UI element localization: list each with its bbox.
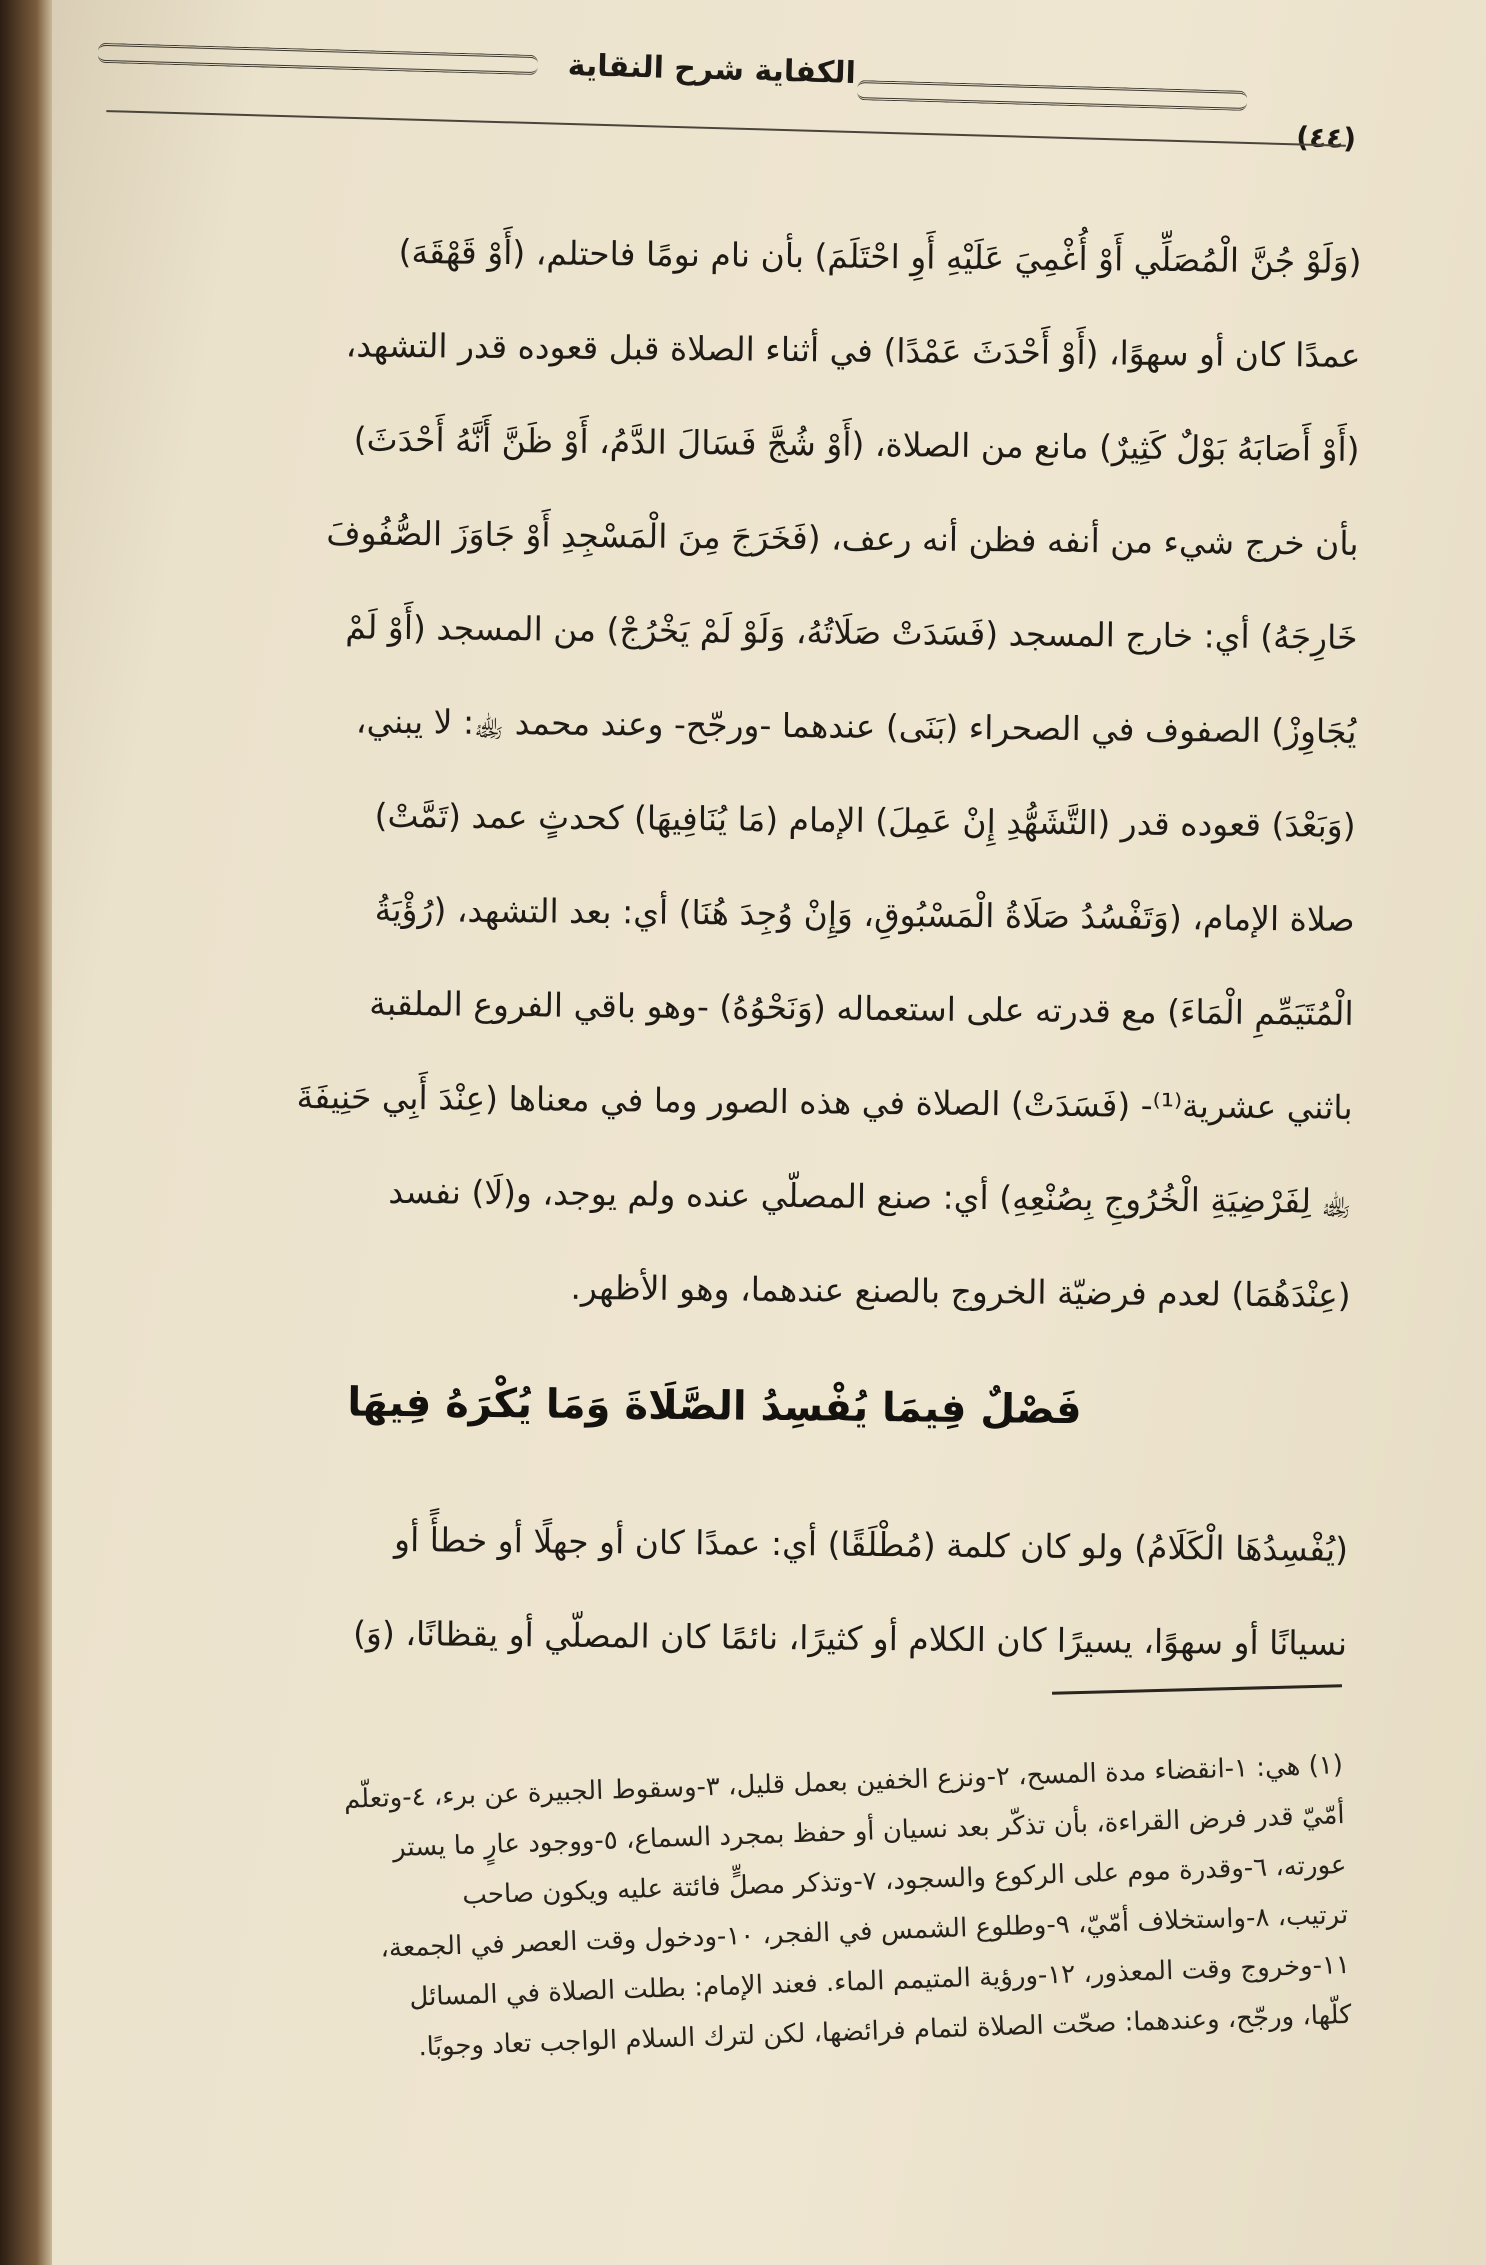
text-line: يُجَاوِزْ) الصفوف في الصحراء (بَنَى) عندهما -ورجّح- وعند محمد ﵀: لا يبني،	[355, 701, 1357, 751]
header-rule	[106, 110, 1346, 147]
text-line: نسيانًا أو سهوًا، يسيرًا كان الكلام أو كثيرًا، نائمًا كان المصلّي أو يقظانًا، (وَ)	[352, 1613, 1348, 1663]
footnote-line: كلّها، ورجّح، وعندهما: صحّت الصلاة لتمام فرائضها، لكن لترك السلام الواجب تعاد وجوبًا.	[417, 1999, 1353, 2063]
text-line: (وَلَوْ جُنَّ الْمُصَلِّي أَوْ أُغْمِيَ عَلَيْهِ أَوِ احْتَلَمَ) بأن نام نومًا فاحتلم، (أَوْ قَهْقَهَ)	[398, 231, 1362, 281]
footnote-line: ١١-وخروج وقت المعذور، ١٢-ورؤية المتيمم الماء. فعند الإمام: بطلت الصلاة في المسائل	[408, 1949, 1351, 2013]
page-number: (٤٤)	[1295, 120, 1357, 155]
text-line: (عِنْدَهُمَا) لعدم فرضيّة الخروج بالصنع عندهما، وهو الأظهر.	[570, 1267, 1351, 1315]
text-line: (وَبَعْدَ) قعوده قدر (التَّشَهُّدِ إِنْ عَمِلَ) الإمام (مَا يُنَافِيهَا) كحدثٍ عمد (تَمَّتْ)	[374, 795, 1356, 845]
book-title: الكفاية شرح النقاية	[567, 47, 857, 91]
section-heading: فَصْلٌ فِيمَا يُفْسِدُ الصَّلَاةَ وَمَا يُكْرَهُ فِيهَا	[347, 1379, 1082, 1434]
footnote-line: أمّيّ قدر فرض القراءة، بأن تذكّر بعد نسيان أو حفظ بمجرد السماع، ٥-ووجود عارٍ ما يستر	[392, 1799, 1346, 1864]
book-binding-edge	[0, 0, 52, 2265]
text-line: (أَوْ أَصَابَهُ بَوْلٌ كَثِيرٌ) مانع من الصلاة، (أَوْ شُجَّ فَسَالَ الدَّمُ، أَوْ ظَنَّ أَنَّهُ أَحْدَثَ)	[353, 419, 1360, 469]
header-ornament-right	[857, 80, 1247, 111]
footnote-line: (١) هي: ١-انقضاء مدة المسح، ٢-ونزع الخفين بعمل قليل، ٣-وسقوط الجبيرة عن برء، ٤-وتعلّم	[343, 1749, 1344, 1815]
footnote-line: عورته، ٦-وقدرة موم على الركوع والسجود، ٧-وتذكر مصلٍّ فائتة عليه ويكون صاحب	[461, 1849, 1347, 1911]
text-line: ﵀ لِفَرْضِيَةِ الْخُرُوجِ بِصُنْعِهِ) أي: صنع المصلّي عنده ولم يوجد، و(لَا) نفسد	[388, 1171, 1352, 1221]
header-ornament-left	[98, 43, 538, 75]
text-line: باثني عشرية⁽¹⁾- (فَسَدَتْ) الصلاة في هذه الصور وما في معناها (عِنْدَ أَبِي حَنِيفَةَ	[296, 1076, 1353, 1127]
main-text	[77, 202, 1362, 1691]
text-line: صلاة الإمام، (وَتَفْسُدُ صَلَاةُ الْمَسْبُوقِ، وَإِنْ وُجِدَ هُنَا) أي: بعد التشهد، (رُؤْيَةُ	[374, 889, 1355, 939]
footnotes	[133, 1740, 1353, 2082]
book-page	[52, 0, 1486, 2265]
text-line: (يُفْسِدُهَا الْكَلَامُ) ولو كان كلمة (مُطْلَقًا) أي: عمدًا كان أو جهلًا أو خطأً أو	[393, 1519, 1349, 1569]
running-header	[96, 25, 1358, 155]
text-line: عمدًا كان أو سهوًا، (أَوْ أَحْدَثَ عَمْدًا) في أثناء الصلاة قبل قعوده قدر التشهد،	[345, 325, 1361, 375]
text-line: خَارِجَهُ) أي: خارج المسجد (فَسَدَتْ صَلَاتُهُ، وَلَوْ لَمْ يَخْرُجْ) من المسجد (أَوْ لَمْ	[345, 607, 1358, 657]
text-line: بأن خرج شيء من أنفه فظن أنه رعف، (فَخَرَجَ مِنَ الْمَسْجِدِ أَوْ جَاوَزَ الصُّفُوفَ	[326, 513, 1359, 563]
text-line: الْمُتَيَمِّمِ الْمَاءَ) مع قدرته على استعماله (وَنَحْوُهُ) -وهو باقي الفروع الملقبة	[369, 983, 1354, 1033]
footnote-line: ترتيب، ٨-واستخلاف أمّيّ، ٩-وطلوع الشمس في الفجر، ١٠-ودخول وقت العصر في الجمعة،	[379, 1899, 1349, 1964]
